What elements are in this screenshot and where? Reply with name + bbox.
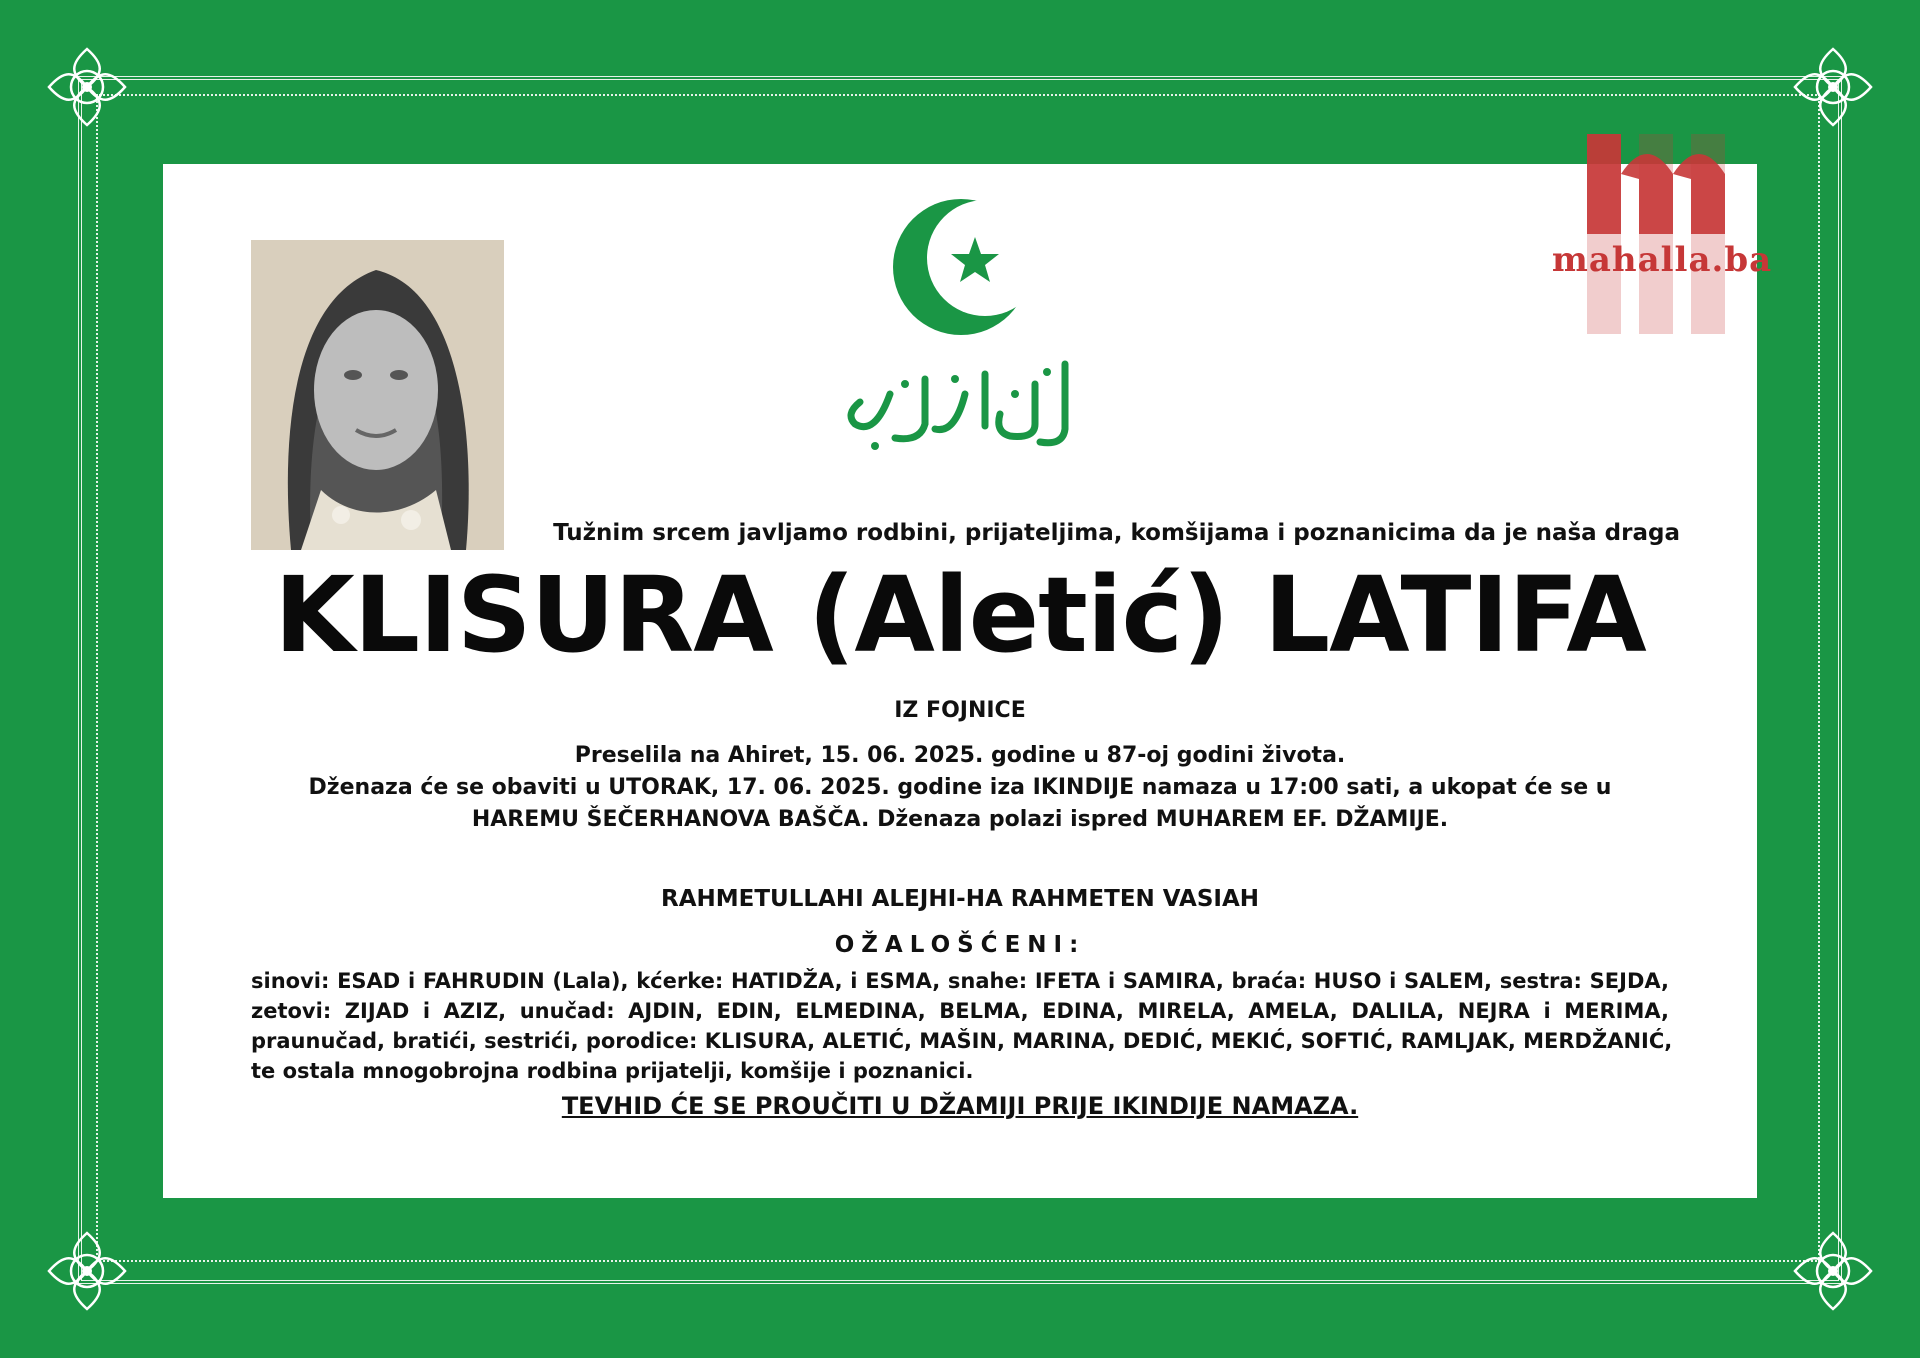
- mahalla-logo: [1547, 134, 1777, 334]
- arabic-calligraphy: [835, 354, 1085, 454]
- crescent-star-icon: [893, 192, 1043, 342]
- corner-ornament-icon: [1790, 44, 1876, 130]
- mourners-line: sinovi: ESAD i FAHRUDIN (Lala), kćerke: HATIDŽA, i ESMA, snahe: IFETA i SAMIRA, braća: HUSO i SALEM, sestra: SEJDA,: [251, 969, 1669, 993]
- obituary-panel: [163, 164, 1773, 1198]
- logo-text: mahalla.ba: [1551, 240, 1773, 280]
- mourners-line: praunučad, bratići, sestrići, porodice: KLISURA, ALETIĆ, MAŠIN, MARINA, DEDIĆ, MEKIĆ, SOFTIĆ, RAMLJAK, MERDŽANIĆ,: [251, 1029, 1673, 1053]
- funeral-details: [223, 740, 1697, 836]
- deceased-photo: [251, 240, 504, 550]
- detail-line: Dženaza će se obaviti u UTORAK, 17. 06. 2025. godine iza IKINDIJE namaza u 17:00 sati, a ukopat će se u: [308, 775, 1612, 800]
- intro-text: Tužnim srcem javljamo rodbini, prijateljima, komšijama i poznanicima da je naša draga: [553, 520, 1680, 546]
- tevhid-notice: TEVHID ĆE SE PROUČITI U DŽAMIJI PRIJE IKINDIJE NAMAZA.: [561, 1092, 1359, 1120]
- corner-ornament-icon: [44, 44, 130, 130]
- deceased-name: KLISURA (Aletić) LATIFA: [274, 554, 1646, 676]
- detail-line: Preselila na Ahiret, 15. 06. 2025. godine u 87-oj godini života.: [574, 743, 1346, 768]
- origin-text: IZ FOJNICE: [894, 698, 1026, 723]
- corner-ornament-icon: [1790, 1228, 1876, 1314]
- prayer-line: RAHMETULLAHI ALEJHI-HA RAHMETEN VASIAH: [660, 886, 1259, 912]
- detail-line: HAREMU ŠEČERHANOVA BAŠČA. Dženaza polazi ispred MUHAREM EF. DŽAMIJE.: [471, 807, 1449, 832]
- mourners-line: zetovi: ZIJAD i AZIZ, unučad: AJDIN, EDIN, ELMEDINA, BELMA, EDINA, MIRELA, AMELA, DALILA, NEJRA i MERIMA,: [251, 999, 1669, 1023]
- corner-ornament-icon: [44, 1228, 130, 1314]
- mourners-line: te ostala mnogobrojna rodbina prijatelji, komšije i poznanici.: [251, 1059, 974, 1083]
- mourners-list: [251, 966, 1673, 1086]
- mourners-heading: OŽALOŠĆENI:: [834, 932, 1086, 958]
